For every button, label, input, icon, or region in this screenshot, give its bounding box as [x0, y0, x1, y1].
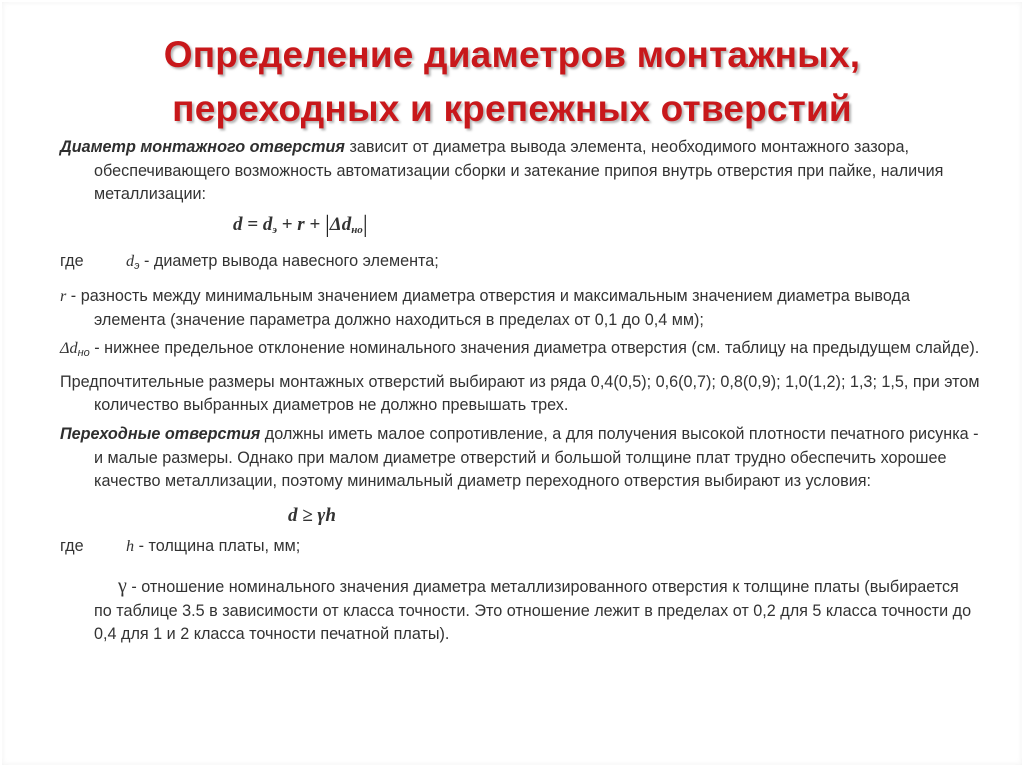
- mounting-hole-paragraph: [60, 136, 980, 207]
- transition-hole-term: Переходные отверстия: [60, 424, 261, 443]
- gamma-definition: [60, 575, 980, 647]
- title-line-2: переходных и крепежных отверстий: [172, 88, 852, 129]
- formula-sub-no: но: [351, 223, 363, 236]
- de-sub: э: [134, 260, 140, 273]
- delta-text: - нижнее предельное отклонение номинального значения диаметра отверстия (см. таблицу на предыдущем слайде).: [89, 339, 980, 358]
- h-text: - толщина платы, мм;: [134, 537, 301, 556]
- where-h-line: [60, 535, 980, 559]
- de-definition: [126, 250, 439, 279]
- h-definition: [126, 535, 300, 559]
- formula-lhs: d = d: [233, 213, 273, 235]
- where-label-2: где: [60, 537, 84, 556]
- transition-hole-text: должны иметь малое сопротивление, а для получения высокой плотности печатного рисунка - и малые размеры. Однако при малом диаметре отверстий и большой толщине плат трудно обеспечить хорошее качество металлизации, поэтому минимальный диаметр переходного отверстия выбирают из условия:: [94, 424, 979, 491]
- slide-body: [60, 136, 980, 647]
- delta-sub: но: [77, 347, 90, 360]
- de-text: - диаметр вывода навесного элемента;: [139, 252, 439, 271]
- preferred-sizes-paragraph: Предпочтительные размеры монтажных отверстий выбирают из ряда 0,4(0,5); 0,6(0,7); 0,8(0,9); 1,0(1,2); 1,3; 1,5, при этом количество выбранных диаметров не должно превышать трех.: [60, 372, 980, 415]
- gamma-symbol: γ: [118, 574, 127, 597]
- de-symbol: d: [126, 252, 135, 271]
- slide-title: [0, 28, 1024, 136]
- formula-abs-open: |: [324, 211, 330, 238]
- mounting-hole-term: Диаметр монтажного отверстия: [60, 138, 345, 156]
- formula-sub-e: э: [272, 223, 277, 236]
- formula-delta: Δd: [329, 213, 352, 235]
- delta-symbol: Δd: [60, 339, 78, 358]
- r-symbol: r: [60, 286, 67, 305]
- where-label-1: где: [60, 252, 84, 271]
- where-de-line: [60, 250, 980, 279]
- r-text: - разность между минимальным значением диаметра отверстия и максимальным значением диаметра вывода элемента (значение параметра должно находиться в пределах от 0,1 до 0,4 мм);: [66, 286, 910, 329]
- formula-mid: + r +: [276, 213, 325, 235]
- formula-abs-close: |: [362, 211, 368, 238]
- transition-hole-paragraph: [60, 423, 980, 494]
- delta-definition: [60, 337, 980, 366]
- title-line-1: Определение диаметров монтажных,: [163, 34, 861, 75]
- mounting-formula: [60, 213, 980, 243]
- transition-formula: d ≥ γh: [288, 504, 336, 526]
- r-definition: [60, 285, 980, 332]
- h-symbol: h: [126, 537, 135, 556]
- gamma-text: - отношение номинального значения диаметра металлизированного отверстия к толщине платы (выбирается по таблице 3.5 в зависимости от класса точности. Это отношение лежит в пределах от 0,2 для 5 класса точности до 0,4 для 1 и 2 класса точности печатной платы).: [94, 577, 972, 644]
- mounting-hole-text: зависит от диаметра вывода элемента, необходимого монтажного зазора, обеспечивающего возможность автоматизации сборки и затекание припоя внутрь отверстия при пайке, наличия металлизации:: [94, 138, 944, 204]
